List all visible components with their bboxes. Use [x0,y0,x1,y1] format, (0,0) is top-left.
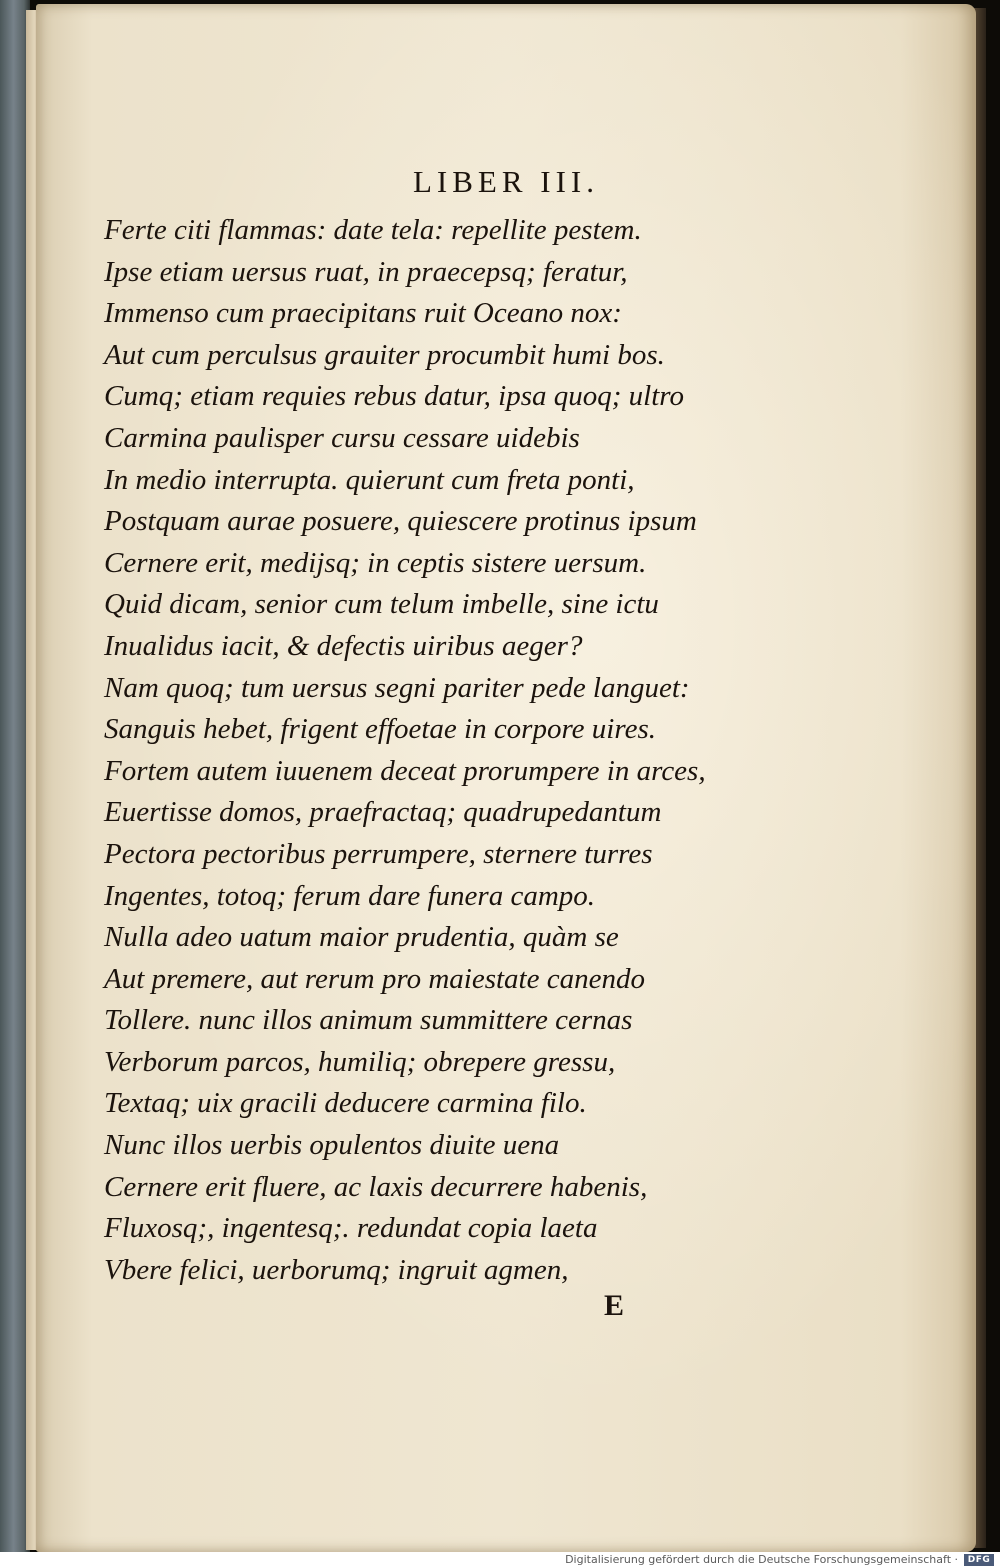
verse-line: Ipse etiam uersus ruat, in praecepsq; feratur, [104,255,628,288]
verse-line: Aut cum perculsus grauiter procumbit humi bos. [104,338,665,371]
verse-line: Cumq; etiam requies rebus datur, ipsa quoq; ultro [104,380,684,413]
verse-line: Carmina paulisper cursu cessare uidebis [104,421,580,454]
verse-line: Cernere erit fluere, ac laxis decurrere habenis, [104,1170,648,1203]
verse-line: Postquam aurae posuere, quiescere protinus ipsum [104,505,697,538]
verse-line: Pectora pectoribus perrumpere, sternere turres [104,837,653,870]
verse-line: Nam quoq; tum uersus segni pariter pede languet: [104,671,690,704]
verse-line: Nunc illos uerbis opulentos diuite uena [104,1129,560,1162]
running-head: LIBER III. [412,164,600,199]
verse-line: Cernere erit, medijsq; in ceptis sistere uersum. [104,546,647,579]
verse-line: Quid dicam, senior cum telum imbelle, sine ictu [104,588,659,621]
verse-line: Verborum parcos, humiliq; obrepere gressu, [104,1045,616,1078]
verse-line: Nulla adeo uatum maior prudentia, quàm se [104,921,619,954]
verse-line: In medio interrupta. quierunt cum freta ponti, [104,463,635,496]
verse-line: Aut premere, aut rerum pro maiestate canendo [104,962,645,995]
verse-line: Fortem autem iuuenem deceat prorumpere in arces, [104,754,706,787]
verse-line: Euertisse domos, praefractaq; quadrupedantum [104,796,662,829]
verse-line: Inualidus iacit, & defectis uiribus aeger? [104,629,583,662]
verse-line: Tollere. nunc illos animum summittere cernas [104,1004,633,1037]
verse-text [104,210,706,1291]
dfg-logo: DFG [964,1554,994,1566]
verse-line: Vbere felici, uerborumq; ingruit agmen, [104,1253,569,1286]
verse-line: Textaq; uix gracili deducere carmina filo. [104,1087,587,1120]
verse-line: Sanguis hebet, frigent effoetae in corpore uires. [104,713,656,746]
funding-credit: Digitalisierung gefördert durch die Deutsche Forschungsgemeinschaft · [565,1553,958,1566]
verse-line: Fluxosq;, ingentesq;. redundat copia laeta [104,1212,598,1245]
signature-mark: E [604,1289,625,1322]
digitization-footer [0,1552,1000,1568]
verse-line: Ingentes, totoq; ferum dare funera campo. [104,879,596,912]
verse-line: Immenso cum praecipitans ruit Oceano nox: [104,297,622,330]
page-paper [36,4,976,1552]
verse-line: Ferte citi flammas: date tela: repellite pestem. [104,214,642,246]
